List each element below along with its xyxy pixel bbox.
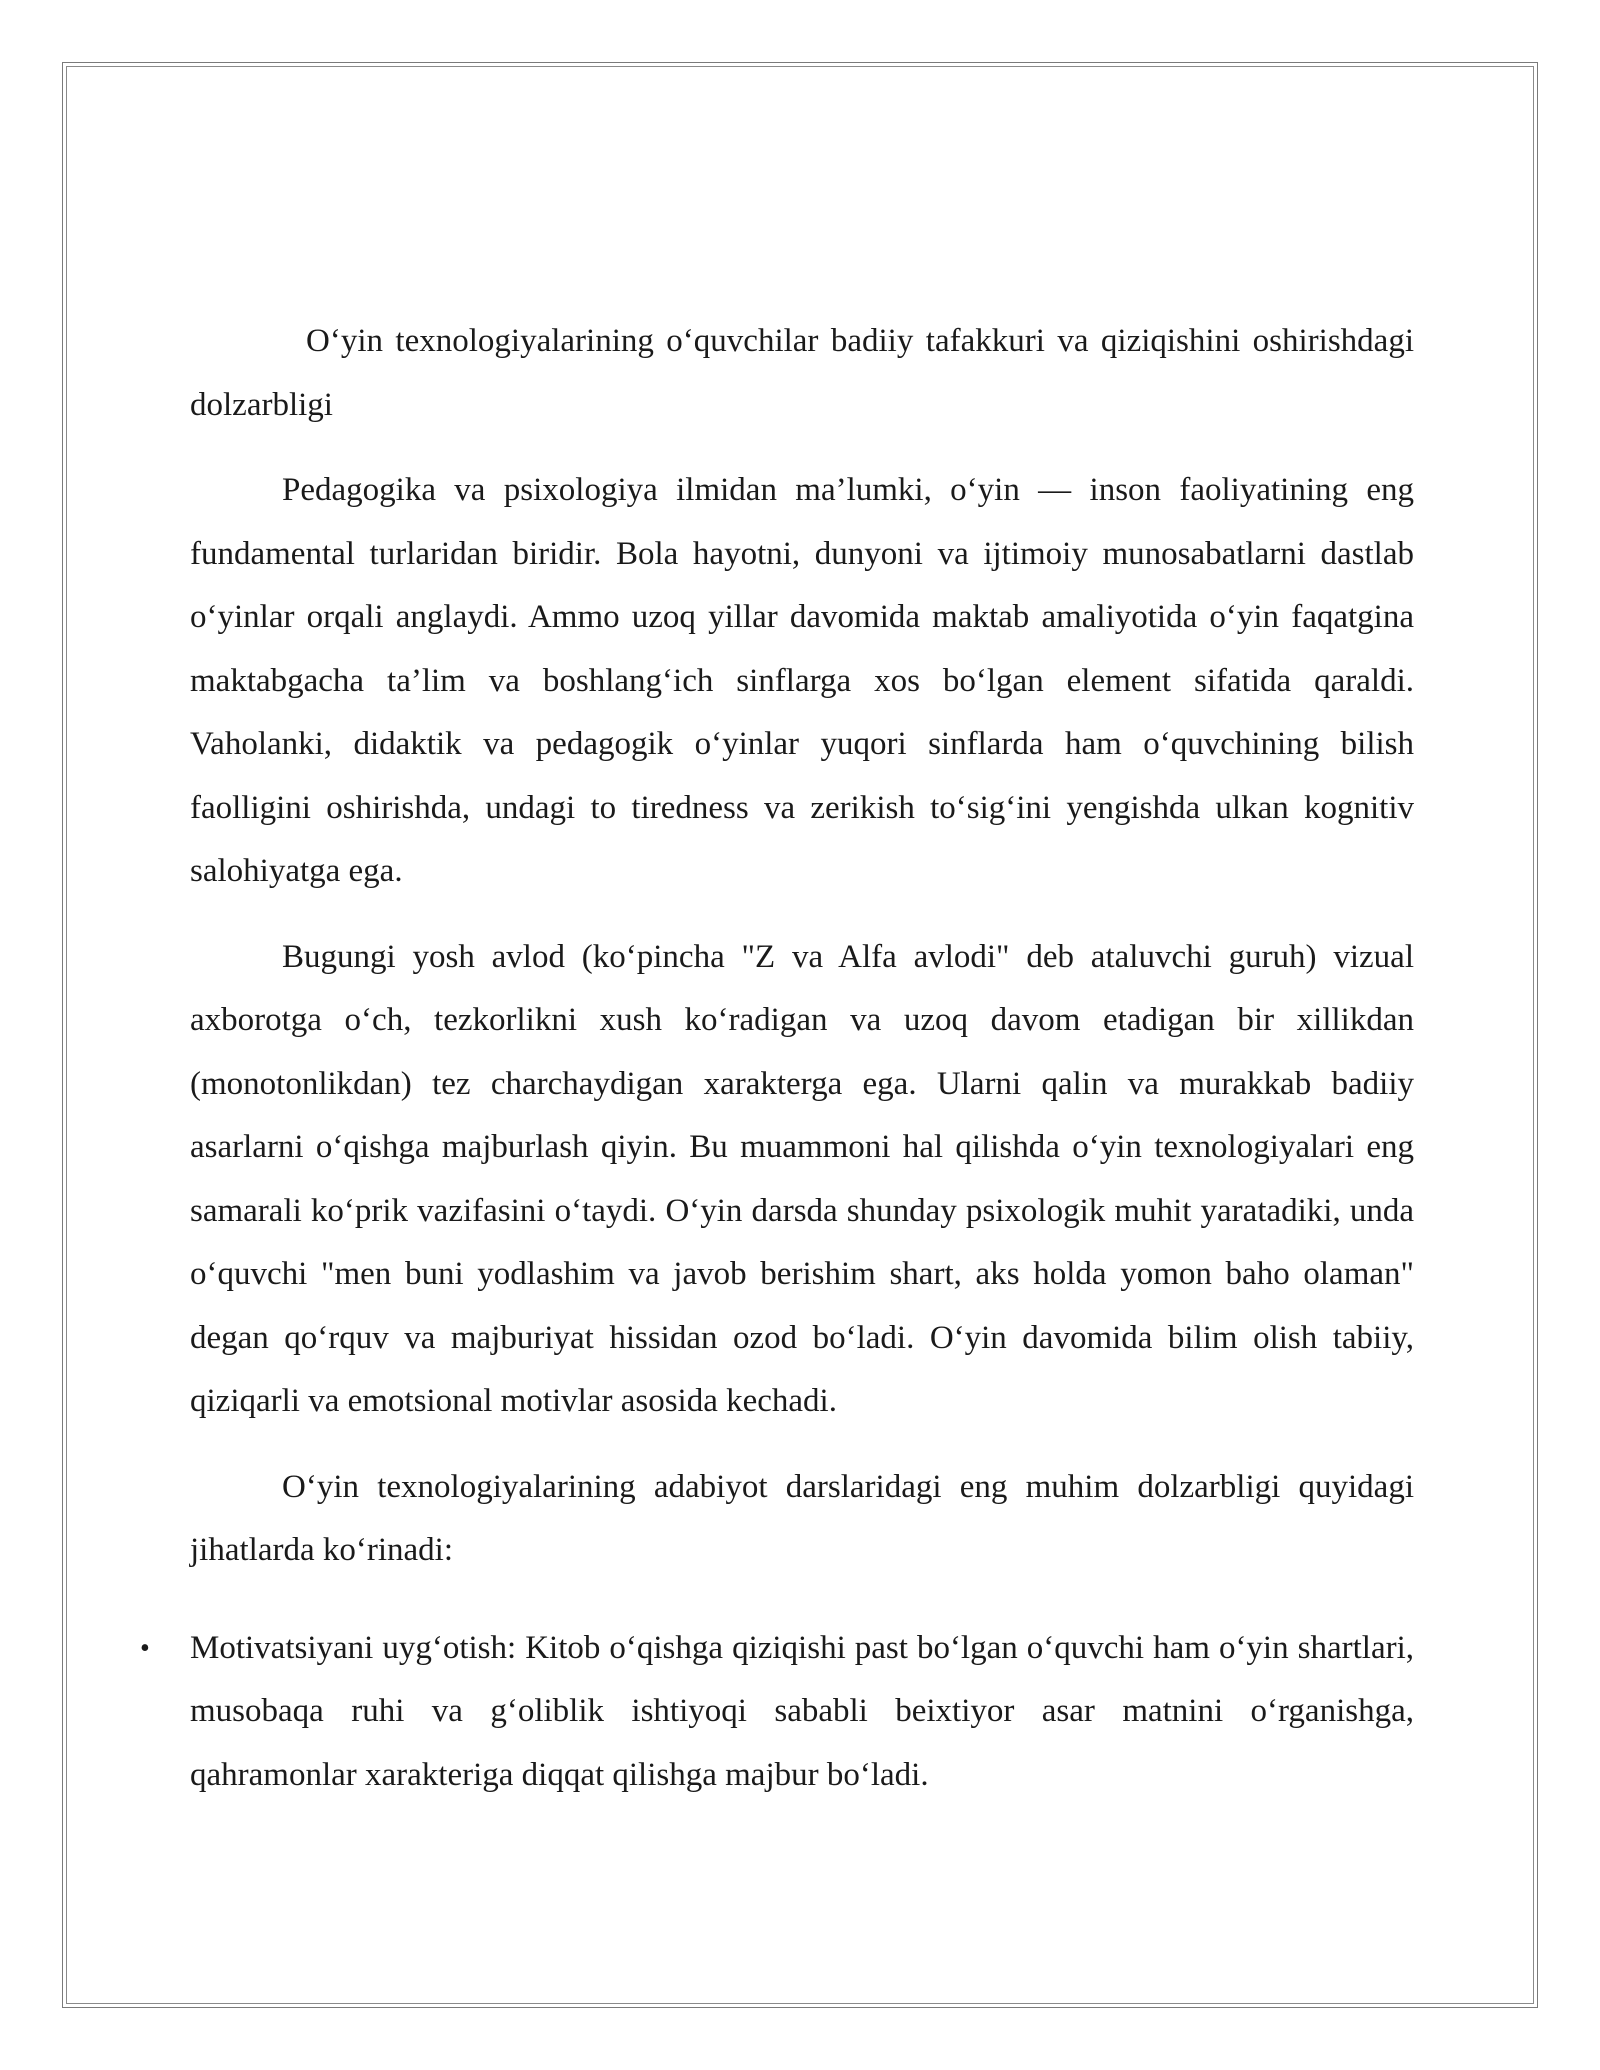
bullet-list bbox=[140, 1617, 1414, 1808]
paragraph: O‘yin texnologiyalarining adabiyot darslaridagi eng muhim dolzarbligi quyidagi jihatlarda ko‘rinadi: bbox=[190, 1468, 1414, 1568]
paragraph: Bugungi yosh avlod (ko‘pincha "Z va Alfa avlodi" deb ataluvchi guruh) vizual axborotga o‘ch, tezkorlikni xush ko‘radigan va uzoq davom etadigan bir xillikdan (monotonlikdan) tez charchaydigan xarakterga ega. Ularni qalin va murakkab badiiy asarlarni o‘qishga majburlash qiyin. Bu muammoni hal qilishda o‘yin texnologiyalari eng samarali ko‘prik vazifasini o‘taydi. O‘yin darsda shunday psixologik muhit yaratadiki, unda o‘quvchi "men buni yodlashim va javob berishim shart, aks holda yomon baho olaman" degan qo‘rquv va majburiyat hissidan ozod bo‘ladi. O‘yin davomida bilim olish tabiiy, qiziqarli va emotsional motivlar asosida kechadi. bbox=[190, 938, 1414, 1419]
bullet-text: Motivatsiyani uyg‘otish: Kitob o‘qishga qiziqishi past bo‘lgan o‘quvchi ham o‘yin shartlari, musobaqa ruhi va g‘oliblik ishtiyoqi sababli beixtiyor asar matnini o‘rganishga, qahramonlar xarakteriga diqqat qilishga majbur bo‘ladi. bbox=[190, 1629, 1414, 1793]
paragraph: Pedagogika va psixologiya ilmidan ma’lumki, o‘yin — inson faoliyatining eng fundamental turlaridan biridir. Bola hayotni, dunyoni va ijtimoiy munosabatlarni dastlab o‘yinlar orqali anglaydi. Ammo uzoq yillar davomida maktab amaliyotida o‘yin faqatgina maktabgacha ta’lim va boshlang‘ich sinflarga xos bo‘lgan element sifatida qaraldi. Vaholanki, didaktik va pedagogik o‘yinlar yuqori sinflarda ham o‘quvchining bilish faolligini oshirishda, undagi to tiredness va zerikish to‘sig‘ini yengishda ulkan kognitiv salohiyatga ega. bbox=[190, 472, 1414, 889]
document-body bbox=[140, 310, 1414, 1795]
bullet-item bbox=[140, 1617, 1414, 1808]
bullet-marker: • bbox=[140, 1632, 150, 1664]
document-title: O‘yin texnologiyalarining o‘quvchilar badiiy tafakkuri va qiziqishini oshirishdagi dolzarbligi bbox=[190, 323, 1414, 423]
